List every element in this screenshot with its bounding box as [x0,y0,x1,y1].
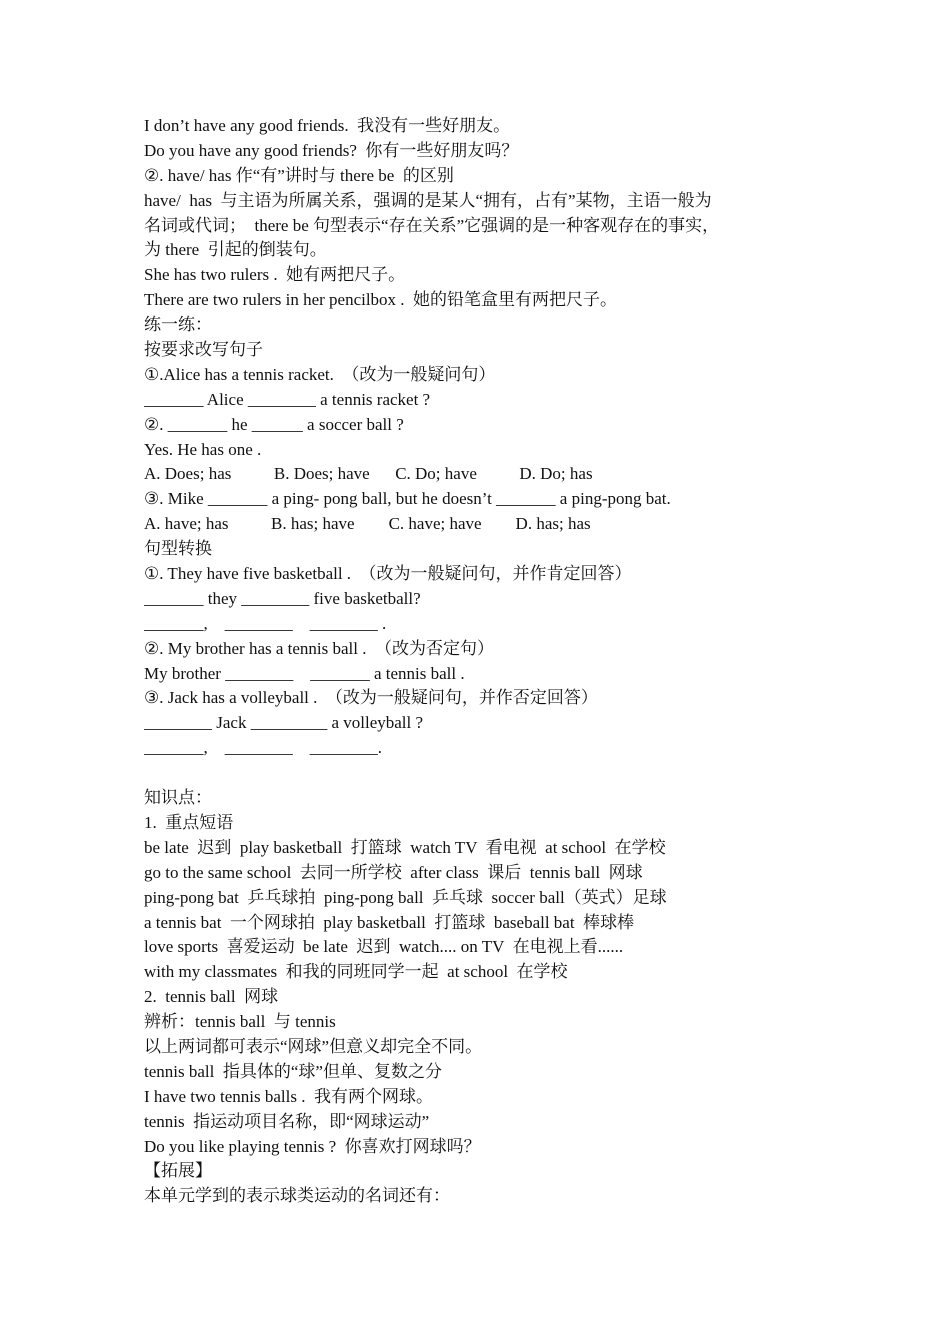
exercise-blank-line: _______, ________ ________. [144,738,382,758]
phrase-line: love sports 喜爱运动 be late 迟到 watch.... on TV 在电视上看...... [144,937,624,957]
section-heading: 句型转换 [144,539,212,559]
exercise-item: ③. Jack has a volleyball . （改为一般疑问句，并作否定回答） [144,688,598,708]
exercise-blank-line: _______, ________ ________ . [144,613,387,633]
document-body [144,114,814,1209]
text-line: have/ has 与主语为所属关系，强调的是某人“拥有，占有”某物，主语一般为 [144,190,712,210]
phrase-line: a tennis bat 一个网球拍 play basketball 打篮球 baseball bat 棒球棒 [144,912,635,932]
exercise-item: ③. Mike _______ a ping- pong ball, but he doesn’t _______ a ping-pong bat. [144,489,671,509]
text-line: 辨析：tennis ball 与 tennis [144,1012,336,1032]
answer-options: A. Does; has B. Does; have C. Do; have D. Do; has [144,464,593,484]
exercise-blank-line: My brother ________ _______ a tennis ball . [144,663,465,683]
subsection-heading: 2. tennis ball 网球 [144,987,279,1007]
text-line: I have two tennis balls . 我有两个网球。 [144,1086,433,1106]
answer-options: A. have; has B. has; have C. have; have D. has; has [144,514,591,534]
text-line: 本单元学到的表示球类运动的名词还有： [144,1186,450,1206]
section-heading: 知识点： [144,788,212,808]
phrase-line: ping-pong bat 乒乓球拍 ping-pong ball 乒乓球 soccer ball（英式）足球 [144,887,667,907]
text-line: tennis 指运动项目名称，即“网球运动” [144,1111,430,1131]
exercise-item: ①.Alice has a tennis racket. （改为一般疑问句） [144,364,496,384]
text-line: Do you have any good friends? 你有一些好朋友吗？ [144,140,519,160]
phrase-line: be late 迟到 play basketball 打篮球 watch TV 看电视 at school 在学校 [144,837,666,857]
phrase-line: with my classmates 和我的同班同学一起 at school 在学校 [144,962,568,982]
section-heading: 按要求改写句子 [144,340,263,360]
text-line: 为 there 引起的倒装句。 [144,240,327,260]
exercise-blank-line: ________ Jack _________ a volleyball ? [144,713,424,733]
text-line: 名词或代词； there be 句型表示“存在关系”它强调的是一种客观存在的事实， [144,215,720,235]
text-line: There are two rulers in her pencilbox . 她的铅笔盒里有两把尺子。 [144,290,618,310]
text-line: ②. have/ has 作“有”讲时与 there be 的区别 [144,165,454,185]
subsection-heading: 1. 重点短语 [144,812,234,832]
blank-spacer [144,761,814,786]
text-line: She has two rulers . 她有两把尺子。 [144,265,406,285]
section-heading: 练一练： [144,315,212,335]
exercise-blank-line: _______ they ________ five basketball? [144,588,421,608]
text-line: Yes. He has one . [144,439,262,459]
exercise-blank-line: _______ Alice ________ a tennis racket ? [144,389,431,409]
text-line: I don’t have any good friends. 我没有一些好朋友。 [144,116,511,135]
text-line: 以上两词都可表示“网球”但意义却完全不同。 [144,1036,483,1056]
exercise-item: ②. My brother has a tennis ball . （改为否定句） [144,638,495,658]
phrase-line: go to the same school 去同一所学校 after class 课后 tennis ball 网球 [144,862,643,882]
exercise-item: ①. They have five basketball . （改为一般疑问句，并作肯定回答） [144,564,632,584]
text-line: Do you like playing tennis ? 你喜欢打网球吗？ [144,1136,481,1156]
exercise-item: ②. _______ he ______ a soccer ball ? [144,414,404,434]
section-heading: 【拓展】 [144,1161,212,1181]
text-line: tennis ball 指具体的“球”但单、复数之分 [144,1061,442,1081]
